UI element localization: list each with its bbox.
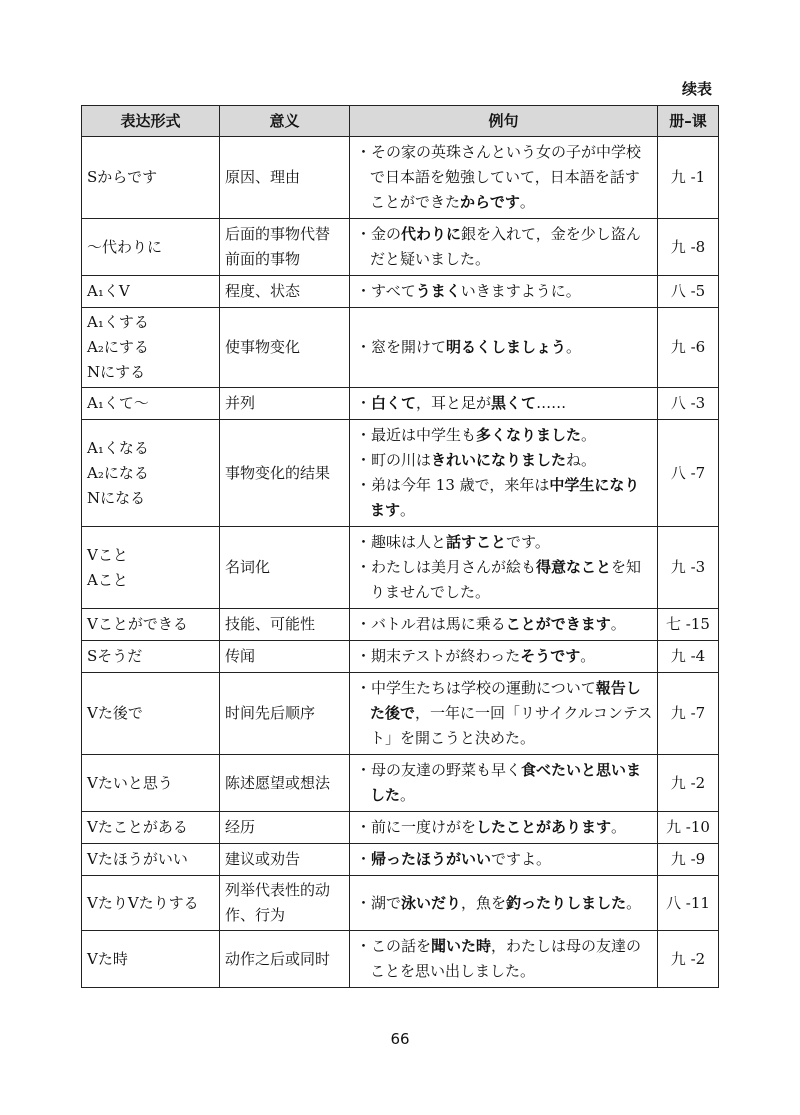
example-text: 弟は今年 13 歳で，来年は [371, 476, 550, 494]
form-line: Vたほうがいい [87, 850, 188, 868]
meaning-cell [220, 527, 350, 609]
examples-cell [350, 420, 658, 527]
grammar-highlight: 白くて [371, 394, 417, 412]
table-row [82, 755, 719, 812]
table-row [82, 876, 719, 931]
example-text: 。 [610, 615, 626, 633]
example-sentence: ・町の川はきれいになりましたね。 [356, 451, 597, 469]
form-cell [82, 931, 220, 988]
meaning-cell [220, 876, 350, 931]
example-sentence: ・母の友達の野菜も早く食べたいと思いました。 [356, 761, 642, 804]
examples-cell [350, 527, 658, 609]
form-line: Vた時 [87, 949, 128, 968]
lesson-cell: 九 -1 [658, 137, 719, 219]
meaning-cell [220, 308, 350, 388]
example-text: 金の [371, 225, 402, 243]
grammar-highlight: 代わりに [401, 225, 462, 243]
lesson-cell: 九 -3 [658, 527, 719, 609]
grammar-highlight: 黒くて [491, 394, 537, 412]
lesson-cell: 九 -7 [658, 673, 719, 755]
example-text: 町の川は [371, 451, 432, 469]
table-row [82, 609, 719, 641]
table-row [82, 388, 719, 420]
example-text: 。 [519, 193, 535, 211]
example-text: 。 [626, 893, 642, 912]
example-sentence: ・前に一度けがをしたことがあります。 [356, 818, 627, 836]
lesson-cell: 九 -2 [658, 931, 719, 988]
meaning-line: 前面的事物 [225, 250, 301, 268]
grammar-highlight: 釣ったりしました [506, 893, 627, 912]
grammar-table [81, 105, 719, 988]
header-form: 表达形式 [82, 106, 220, 137]
form-line: Vたことがある [87, 818, 188, 836]
examples-cell [350, 876, 658, 931]
example-text: ，わたしは母の友達のことを思い出しました。 [370, 937, 642, 980]
example-text: ，一年に一回「リサイクルコンテスト」を開こうと決めた。 [370, 704, 653, 747]
form-cell [82, 844, 220, 876]
examples-cell [350, 609, 658, 641]
grammar-highlight: 明るくしましょう [446, 338, 567, 356]
form-cell [82, 388, 220, 420]
grammar-highlight: 帰ったほうがいい [371, 850, 492, 868]
form-line: ～代わりに [87, 237, 163, 256]
form-cell [82, 609, 220, 641]
example-text: ですよ。 [491, 850, 552, 868]
examples-cell [350, 931, 658, 988]
table-row [82, 527, 719, 609]
example-sentence: ・最近は中学生も多くなりました。 [356, 426, 597, 444]
meaning-cell [220, 388, 350, 420]
example-text: 。 [611, 818, 627, 836]
form-line: Vこと [87, 545, 128, 564]
grammar-highlight: したことがあります [476, 818, 612, 836]
example-text: 。 [566, 338, 582, 356]
meaning-cell [220, 931, 350, 988]
example-text: 窓を開けて [371, 338, 447, 356]
meaning-line: 传闻 [225, 647, 256, 665]
grammar-highlight: 聞いた時 [431, 937, 492, 955]
header-lesson: 册–课 [658, 106, 719, 137]
example-text: バトル君は馬に乗る [371, 615, 506, 633]
lesson-cell: 八 -11 [658, 876, 719, 931]
form-line: Vことができる [87, 615, 188, 633]
example-text: です。 [506, 533, 550, 551]
example-text: を知りませんでした。 [370, 558, 642, 601]
meaning-cell [220, 812, 350, 844]
meaning-line: 程度、状态 [225, 282, 301, 300]
lesson-cell: 九 -6 [658, 308, 719, 388]
example-text: すべて [371, 282, 416, 300]
meaning-line: 并列 [225, 394, 256, 412]
lesson-cell: 九 -9 [658, 844, 719, 876]
grammar-highlight: 食べたいと思いました [370, 761, 642, 804]
form-line: Sからです [87, 168, 158, 186]
example-text: 銀を入れて，金を少し盗んだと疑いました。 [370, 225, 641, 268]
example-sentence: ・この話を聞いた時，わたしは母の友達のことを思い出しました。 [356, 937, 642, 980]
examples-cell [350, 276, 658, 308]
form-line: A₂にする [87, 338, 149, 356]
form-cell [82, 276, 220, 308]
example-text: …… [536, 394, 567, 412]
table-row [82, 812, 719, 844]
page-number: 66 [390, 1030, 410, 1048]
table-row [82, 844, 719, 876]
form-line: A₂になる [87, 463, 149, 482]
lesson-cell: 八 -7 [658, 420, 719, 527]
continuation-label: 续表 [681, 80, 712, 98]
meaning-line: 事物变化的结果 [225, 463, 331, 482]
form-line: Vたいと思う [87, 773, 173, 792]
meaning-line: 动作之后或同时 [225, 949, 331, 968]
meaning-cell [220, 276, 350, 308]
meaning-line: 技能、可能性 [225, 615, 316, 633]
examples-cell [350, 812, 658, 844]
header-row [82, 106, 719, 137]
grammar-highlight: そうです [520, 647, 581, 665]
example-sentence: ・窓を開けて明るくしましょう。 [356, 338, 582, 356]
examples-cell [350, 137, 658, 219]
example-text: 。 [581, 426, 597, 444]
example-text: 。 [400, 786, 416, 804]
grammar-highlight: 中学生になります [370, 476, 640, 519]
grammar-highlight: 話すこと [446, 533, 507, 551]
examples-cell [350, 755, 658, 812]
table-row [82, 420, 719, 527]
lesson-cell: 九 -4 [658, 641, 719, 673]
table-row [82, 308, 719, 388]
grammar-highlight: うまく [415, 282, 461, 300]
meaning-cell [220, 844, 350, 876]
meaning-cell [220, 673, 350, 755]
meaning-line: 名词化 [225, 558, 271, 576]
form-line: Vた後で [87, 704, 143, 722]
grammar-table-body [82, 137, 719, 988]
meaning-cell [220, 609, 350, 641]
form-cell [82, 641, 220, 673]
example-sentence: ・わたしは美月さんが絵も得意なことを知りませんでした。 [356, 558, 642, 601]
form-cell [82, 812, 220, 844]
form-cell [82, 755, 220, 812]
header-meaning: 意义 [220, 106, 350, 137]
meaning-line: 经历 [225, 818, 256, 836]
example-text: 。 [400, 501, 416, 519]
example-sentence: ・湖で泳いだり，魚を釣ったりしました。 [356, 893, 642, 912]
grammar-highlight: きれいになりました [431, 451, 567, 469]
meaning-cell [220, 420, 350, 527]
meaning-cell [220, 137, 350, 219]
example-text: ，魚を [461, 893, 507, 912]
lesson-cell: 八 -5 [658, 276, 719, 308]
example-text: ，耳と足が [416, 394, 492, 412]
meaning-line: 建议或劝告 [225, 850, 301, 868]
lesson-cell: 七 -15 [658, 609, 719, 641]
example-sentence: ・中学生たちは学校の運動について報告した後で，一年に一回「リサイクルコンテスト」を開こうと決めた。 [356, 679, 653, 747]
example-text: その家の英珠さんという女の子が中学校で日本語を勉強していて，日本語を話すことができた [370, 143, 642, 211]
grammar-highlight: 泳いだり [401, 893, 462, 912]
form-line: Nになる [87, 488, 146, 507]
example-sentence: ・弟は今年 13 歳で，来年は中学生になります。 [356, 476, 640, 519]
meaning-cell [220, 755, 350, 812]
examples-cell [350, 641, 658, 673]
example-sentence: ・白くて，耳と足が黒くて…… [356, 394, 567, 412]
examples-cell [350, 844, 658, 876]
form-line: Nにする [87, 363, 146, 381]
lesson-cell: 九 -8 [658, 219, 719, 276]
example-text: 最近は中学生も [371, 426, 477, 444]
example-sentence: ・期末テストが終わったそうです。 [356, 647, 596, 665]
grammar-highlight: 得意なこと [536, 558, 612, 576]
form-cell [82, 420, 220, 527]
example-sentence: ・バトル君は馬に乗ることができます。 [356, 615, 626, 633]
meaning-line: 作、行为 [225, 906, 286, 924]
form-cell [82, 308, 220, 388]
example-sentence: ・金の代わりに銀を入れて，金を少し盗んだと疑いました。 [356, 225, 641, 268]
grammar-highlight: 報告した後で [370, 679, 641, 722]
meaning-line: 陈述愿望或想法 [225, 773, 331, 792]
meaning-line: 时间先后顺序 [225, 704, 316, 722]
table-row [82, 219, 719, 276]
example-sentence: ・その家の英珠さんという女の子が中学校で日本語を勉強していて，日本語を話すことができたからです。 [356, 143, 642, 211]
examples-cell [350, 388, 658, 420]
lesson-cell: 九 -10 [658, 812, 719, 844]
header-examples: 例句 [350, 106, 658, 137]
meaning-cell [220, 641, 350, 673]
form-line: Aこと [87, 570, 128, 589]
table-row [82, 137, 719, 219]
example-text: 湖で [371, 893, 402, 912]
table-row [82, 276, 719, 308]
table-row [82, 673, 719, 755]
examples-cell [350, 308, 658, 388]
example-sentence: ・すべてうまくいきますように。 [356, 282, 581, 300]
meaning-line: 列举代表性的动 [225, 881, 331, 899]
form-line: VたりVたりする [87, 893, 199, 912]
example-text: いきますように。 [460, 282, 581, 300]
grammar-highlight: からです [460, 193, 520, 211]
example-text: 。 [580, 647, 596, 665]
example-sentence: ・趣味は人と話すことです。 [356, 533, 550, 551]
lesson-cell: 九 -2 [658, 755, 719, 812]
example-text: この話を [371, 937, 432, 955]
example-text: 期末テストが終わった [371, 647, 521, 665]
example-text: 前に一度けがを [371, 818, 477, 836]
form-cell [82, 137, 220, 219]
meaning-line: 后面的事物代替 [225, 225, 331, 243]
form-line: A₁くする [87, 313, 149, 331]
example-text: 母の友達の野菜も早く [371, 761, 522, 779]
form-line: A₁くなる [87, 438, 149, 457]
meaning-line: 原因、理由 [225, 168, 301, 186]
form-cell [82, 876, 220, 931]
examples-cell [350, 219, 658, 276]
grammar-highlight: 多くなりました [476, 426, 582, 444]
example-text: 中学生たちは学校の運動について [371, 679, 596, 697]
table-row [82, 641, 719, 673]
meaning-cell [220, 219, 350, 276]
grammar-highlight: ことができます [505, 615, 611, 633]
examples-cell [350, 673, 658, 755]
example-text: 趣味は人と [371, 533, 447, 551]
meaning-line: 使事物变化 [225, 338, 301, 356]
form-cell [82, 527, 220, 609]
example-sentence: ・帰ったほうがいいですよ。 [356, 850, 552, 868]
example-text: わたしは美月さんが絵も [371, 558, 537, 576]
form-line: A₁くて～ [87, 394, 149, 412]
form-line: Sそうだ [87, 647, 143, 665]
lesson-cell: 八 -3 [658, 388, 719, 420]
form-line: A₁くV [87, 282, 130, 300]
form-cell [82, 219, 220, 276]
form-cell [82, 673, 220, 755]
table-row [82, 931, 719, 988]
example-text: ね。 [566, 451, 597, 469]
